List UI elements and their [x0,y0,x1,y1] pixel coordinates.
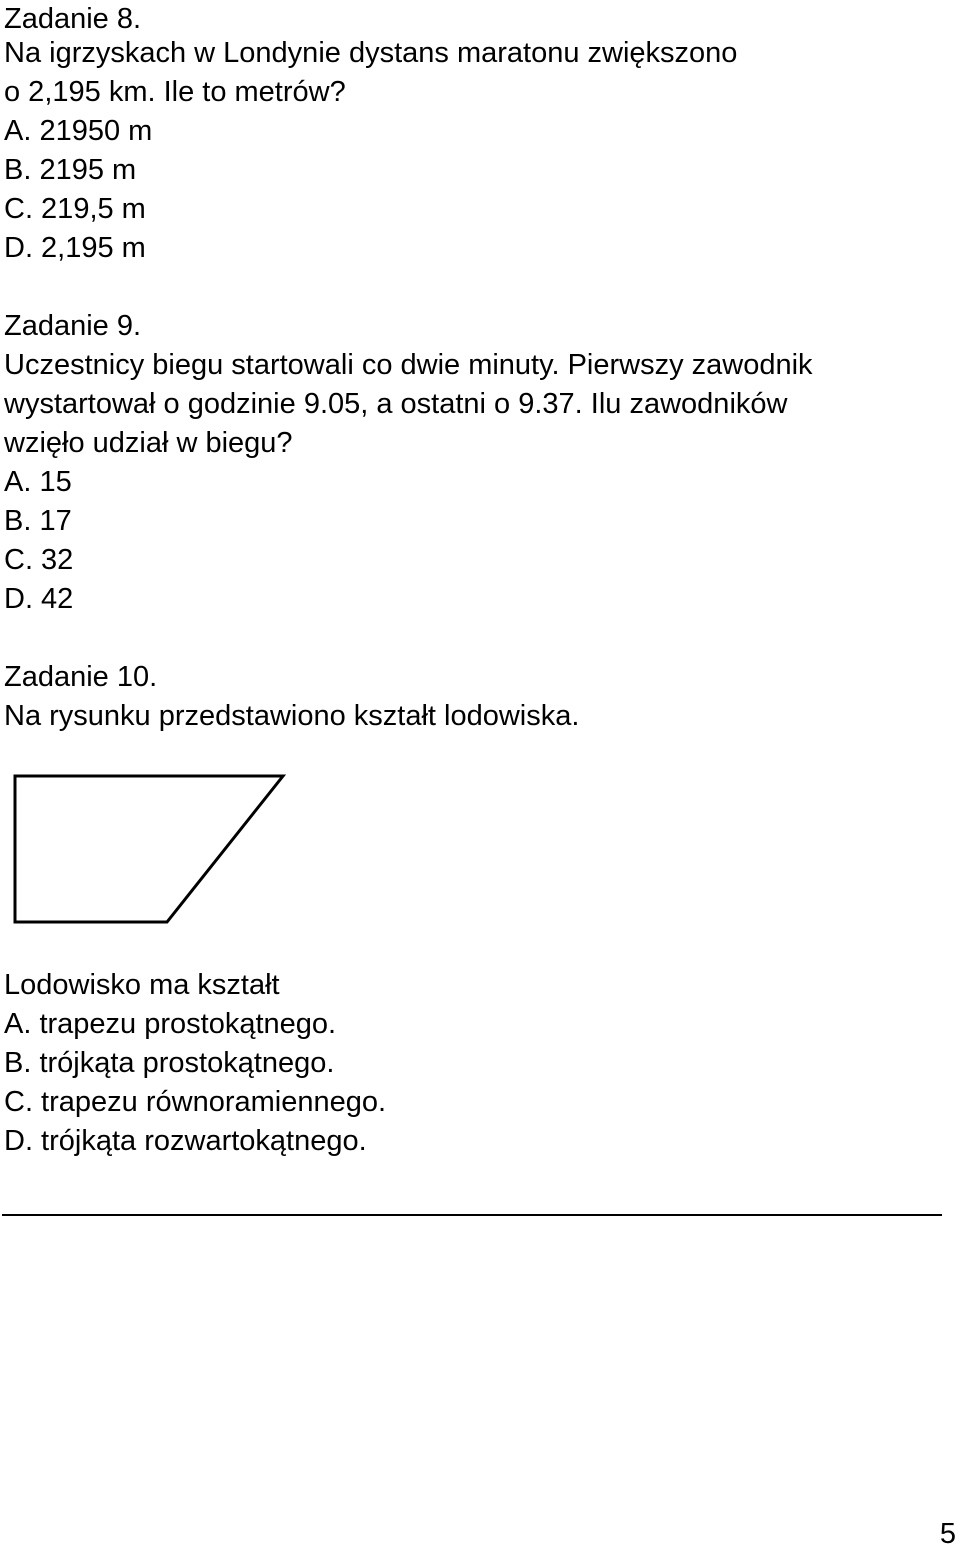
task-9-option-d: D. 42 [4,583,74,615]
task-8-option-c: C. 219,5 m [4,193,146,225]
task-10-title: Zadanie 10. [4,661,158,693]
task-10-option-a: A. trapezu prostokątnego. [4,1008,337,1040]
task-10-question-line-1: Na rysunku przedstawiono kształt lodowiska. [4,700,580,732]
task-8-option-b: B. 2195 m [4,154,137,186]
task-9-option-c: C. 32 [4,544,74,576]
task-8-question-line-1: Na igrzyskach w Londynie dystans maratonu zwiększono [4,37,738,69]
ice-rink-trapezoid-figure [0,760,300,932]
task-10-option-d: D. trójkąta rozwartokątnego. [4,1125,367,1157]
task-9-title: Zadanie 9. [4,310,142,342]
task-10-option-c: C. trapezu równoramiennego. [4,1086,387,1118]
task-9-question-line-1: Uczestnicy biegu startowali co dwie minuty. Pierwszy zawodnik [4,349,813,381]
task-9-question-line-2: wystartował o godzinie 9.05, a ostatni o 9.37. Ilu zawodników [4,388,788,420]
task-8-title: Zadanie 8. [4,3,142,35]
task-9-question-line-3: wzięło udział w biegu? [4,427,293,459]
task-9-option-b: B. 17 [4,505,72,537]
task-10-option-b: B. trójkąta prostokątnego. [4,1047,335,1079]
task-10-prompt: Lodowisko ma kształt [4,969,280,1001]
task-9-option-a: A. 15 [4,466,72,498]
task-8-question-line-2: o 2,195 km. Ile to metrów? [4,76,346,108]
page-number: 5 [939,1518,956,1550]
task-8-option-a: A. 21950 m [4,115,153,147]
task-8-option-d: D. 2,195 m [4,232,146,264]
footer-divider [2,1214,942,1216]
